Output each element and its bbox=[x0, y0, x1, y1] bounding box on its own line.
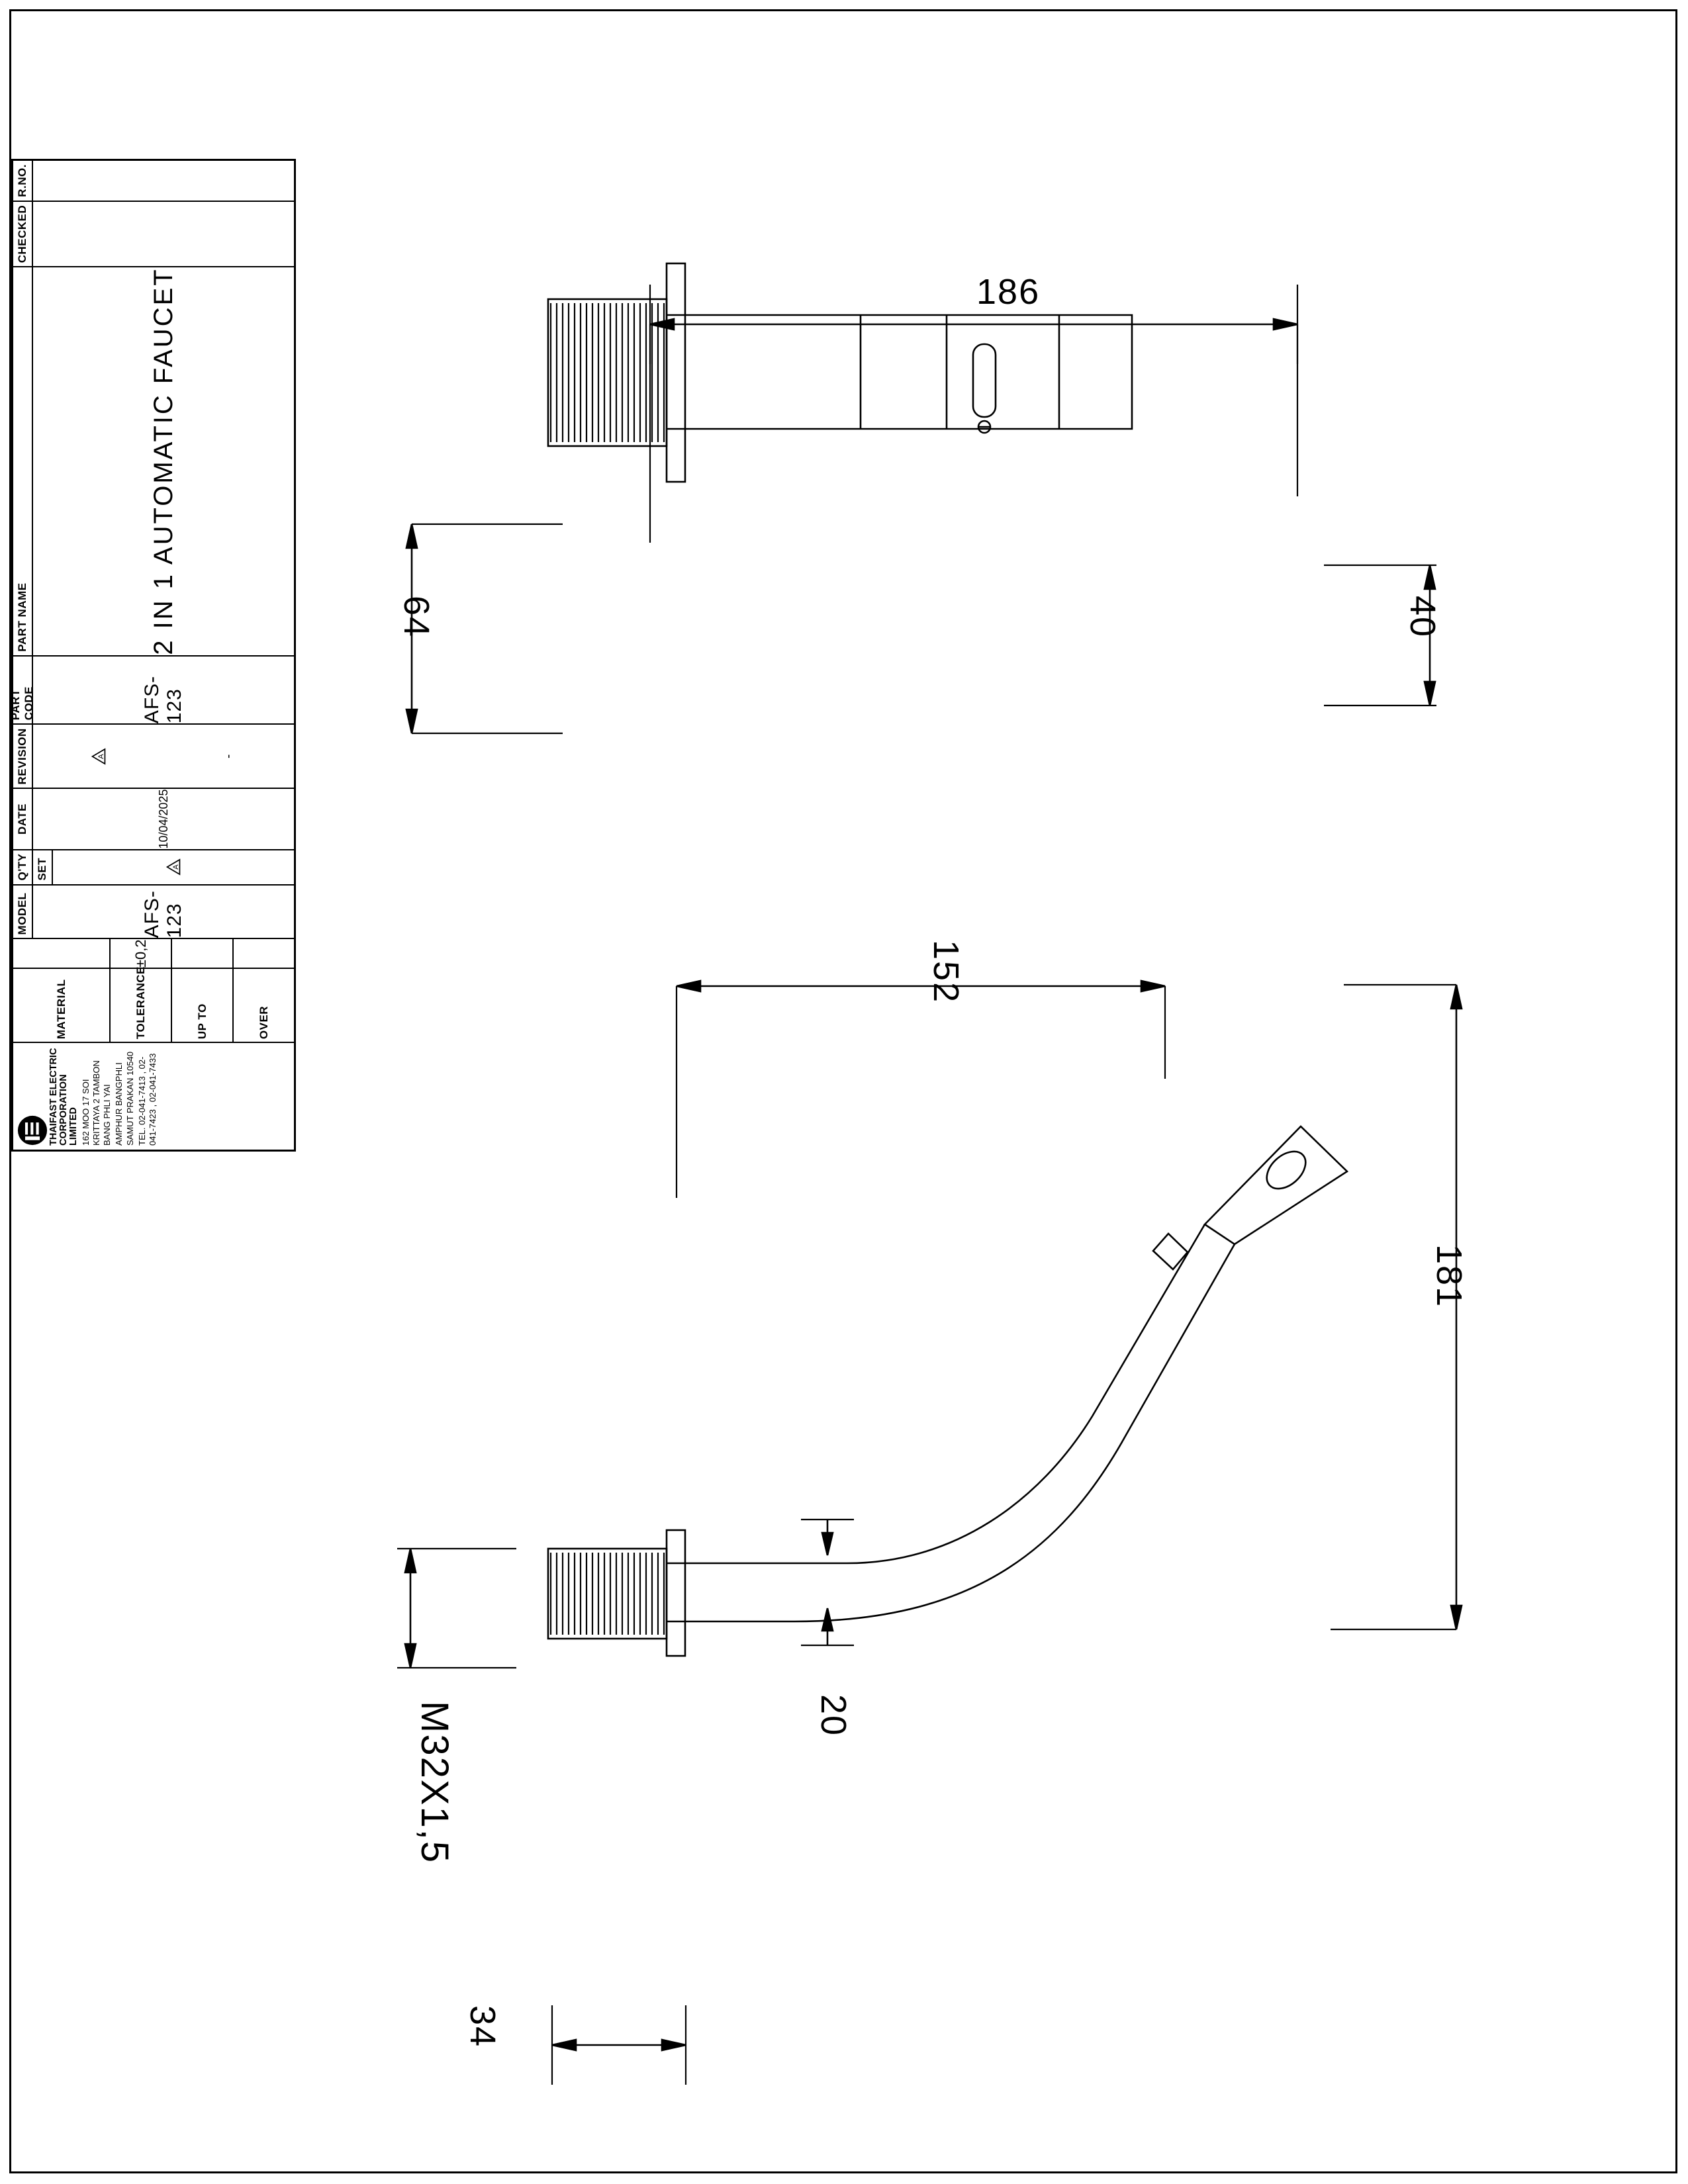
title-block bbox=[11, 159, 296, 1152]
over-row bbox=[234, 939, 294, 1042]
date-value: 10/04/2025 bbox=[156, 789, 170, 849]
revision-mark bbox=[33, 725, 164, 788]
company-info bbox=[13, 1042, 294, 1150]
company-name: THAIFAST ELECTRIC CORPORATION LIMITED bbox=[48, 1048, 79, 1146]
dim-label-64: 64 bbox=[397, 596, 436, 639]
part-name-label: PART NAME bbox=[13, 267, 33, 655]
dim-label-20: 20 bbox=[814, 1694, 853, 1737]
company-address-3: TEL. 02-041-7413 , 02-041-7423 , 02-041-7433 bbox=[136, 1053, 158, 1146]
part-code-label: PART CODE bbox=[13, 657, 33, 724]
dim-label-thread: M32X1,5 bbox=[413, 1701, 456, 1864]
material-tolerance-stack bbox=[13, 938, 294, 1042]
up-to-value bbox=[172, 939, 232, 968]
dim-40-ext bbox=[1297, 556, 1470, 715]
revision-label: REVISION bbox=[13, 725, 33, 788]
revision-triangle-icon bbox=[91, 748, 107, 765]
model-label: MODEL bbox=[13, 886, 33, 938]
part-name-value: 2 IN 1 AUTOMATIC FAUCET bbox=[148, 267, 178, 655]
checked-label: CHECKED bbox=[13, 202, 33, 267]
dim-20-ext bbox=[788, 1516, 867, 1648]
dim-label-152: 152 bbox=[926, 940, 966, 1004]
checked-value bbox=[33, 202, 294, 267]
over-value bbox=[234, 939, 294, 968]
model-value: AFS-123 bbox=[141, 890, 185, 938]
dim-label-40: 40 bbox=[1403, 596, 1442, 639]
dim-label-34: 34 bbox=[463, 2005, 502, 2048]
up-to-label: UP TO bbox=[172, 968, 232, 1042]
revision-value: - bbox=[221, 754, 236, 758]
svg-text:A: A bbox=[171, 864, 180, 870]
thread-callout-leader bbox=[384, 1542, 543, 1674]
company-logo-icon bbox=[17, 1115, 48, 1146]
r-no-value bbox=[33, 161, 294, 201]
material-value bbox=[13, 939, 109, 968]
up-to-row bbox=[172, 939, 234, 1042]
over-label: OVER bbox=[234, 968, 294, 1042]
company-address-2: AMPHUR BANGPHLI SAMUT PRAKAN 10540 bbox=[114, 1051, 135, 1146]
qty-set-label: SET bbox=[33, 850, 53, 884]
part-code-cell bbox=[9, 655, 294, 724]
date-label: DATE bbox=[13, 789, 33, 848]
company-address-1: 162 MOO 17 SOI KRITTAYA 2 TAMBON BANG PHLI YAI bbox=[80, 1060, 113, 1146]
dim-label-186: 186 bbox=[976, 272, 1041, 312]
title-block-wrapper bbox=[11, 159, 296, 1152]
r-no-label: R.NO. bbox=[13, 161, 33, 201]
part-code-value: AFS-123 bbox=[141, 675, 185, 724]
svg-text:A: A bbox=[97, 754, 105, 759]
part-name-cell bbox=[13, 266, 294, 655]
r-no-cell bbox=[13, 161, 294, 201]
tolerance-value: ±0,2 bbox=[132, 939, 149, 968]
material-row bbox=[13, 939, 111, 1042]
qty-value bbox=[53, 850, 294, 884]
qty-cell bbox=[13, 849, 294, 884]
qty-label: Q'TY bbox=[13, 850, 33, 884]
dim-186-ext bbox=[649, 285, 1337, 563]
tolerance-label: TOLERANCE bbox=[111, 968, 171, 1042]
model-cell bbox=[13, 884, 294, 938]
dim-label-181: 181 bbox=[1429, 1244, 1469, 1308]
revision-cell bbox=[13, 723, 294, 788]
date-cell bbox=[13, 788, 294, 848]
qty-triangle-icon bbox=[165, 858, 181, 876]
material-label: MATERIAL bbox=[13, 968, 109, 1042]
tolerance-row bbox=[111, 939, 172, 1042]
company-logo-row bbox=[13, 1043, 48, 1150]
checked-cell bbox=[13, 201, 294, 267]
dim-34 bbox=[543, 2005, 741, 2085]
